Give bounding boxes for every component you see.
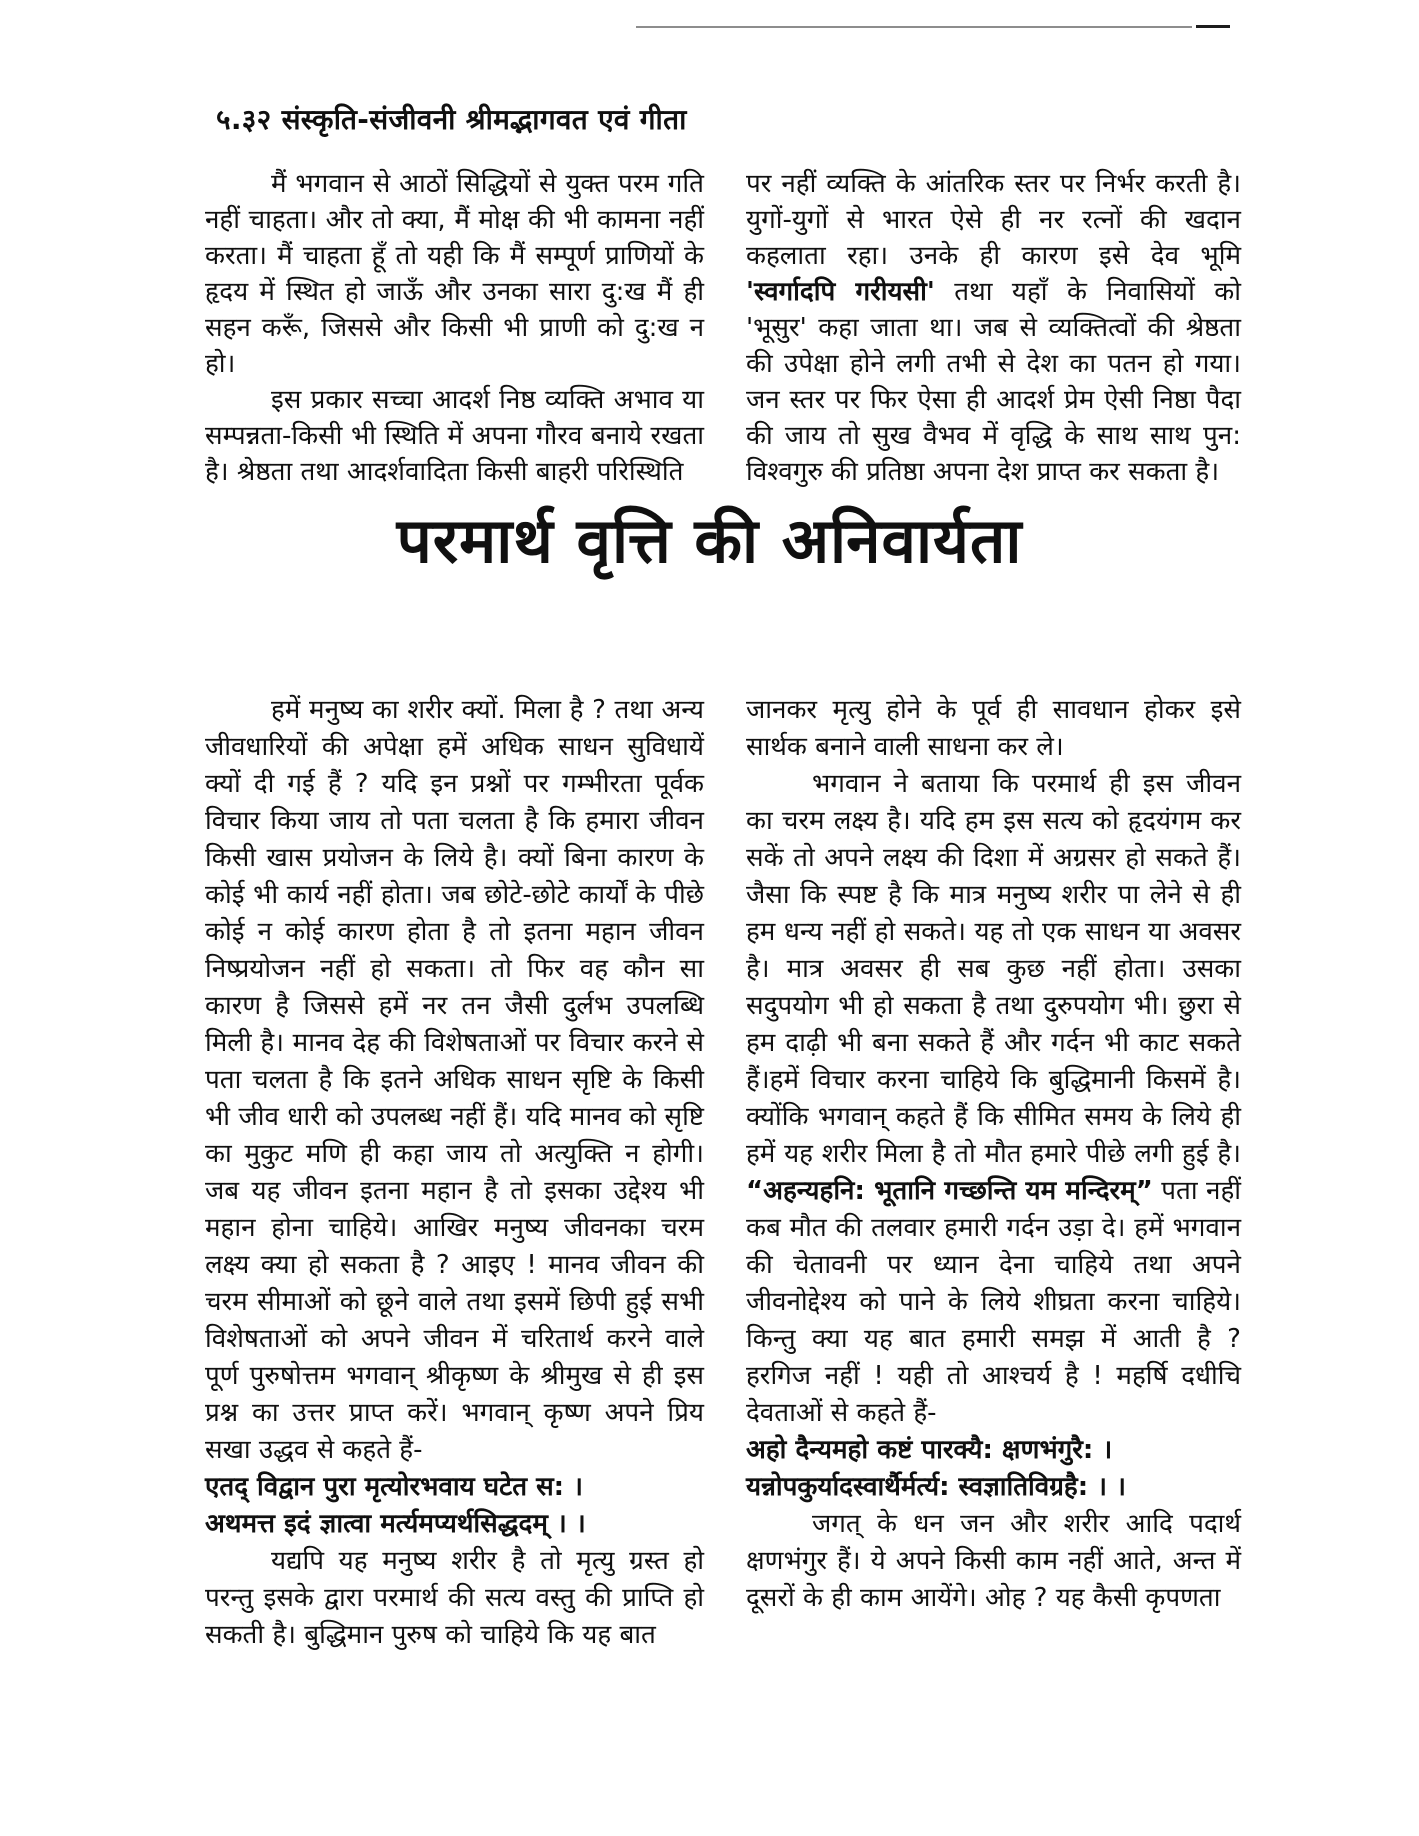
paragraph: मैं भगवान से आठों सिद्धियों से युक्त परम गति नहीं चाहता। और तो क्या, मैं मोक्ष की भी कामना नहीं करता। मैं चाहता हूँ तो यही कि मैं सम्पूर्ण प्राणियों के हृदय में स्थित हो जाऊँ और उनका सारा दु:ख मैं ही सहन करूँ, जिससे और किसी भी प्राणी को दु:ख न हो।	[205, 169, 704, 379]
paragraph	[746, 166, 1241, 490]
paragraph-text: तथा यहाँ के निवासियों को 'भूसुर' कहा जाता था। जब से व्यक्तित्वों की श्रेष्ठता की उपेक्षा होने लगी तभी से देश का पतन हो गया। जन स्तर पर फिर ऐसा ही आदर्श प्रेम ऐसी निष्ठा पैदा की जाय तो सुख वैभव में वृद्धि के साथ साथ पुन: विश्वगुरु की प्रतिष्ठा अपना देश प्राप्त कर सकता है।	[746, 277, 1241, 487]
chapter-title: परमार्थ वृत्ति की अनिवार्यता	[396, 504, 1023, 577]
top-rule-gray	[636, 26, 1192, 28]
shloka-line: एतद् विद्वान पुरा मृत्योरभवाय घटेत स: ।	[205, 1472, 583, 1502]
article-right-column	[746, 692, 1241, 1654]
paragraph: जानकर मृत्यु होने के पूर्व ही सावधान होकर इसे सार्थक बनाने वाली साधना कर ले।	[746, 695, 1241, 762]
intro-left-column	[205, 166, 704, 490]
paragraph: इस प्रकार सच्चा आदर्श निष्ठ व्यक्ति अभाव या सम्पन्नता-किसी भी स्थिति में अपना गौरव बनाये रखता है। श्रेष्ठता तथा आदर्शवादिता किसी बाहरी परिस्थिति	[205, 385, 704, 487]
paragraph: हमें मनुष्य का शरीर क्यों. मिला है ? तथा अन्य जीवधारियों की अपेक्षा हमें अधिक साधन सुविधायें क्यों दी गई हैं ? यदि इन प्रश्नों पर गम्भीरता पूर्वक विचार किया जाय तो पता चलता है कि हमारा जीवन किसी खास प्रयोजन के लिये है। क्यों बिना कारण के कोई भी कार्य नहीं होता। जब छोटे-छोटे कार्यों के पीछे कोई न कोई कारण होता है तो इतना महान जीवन निष्प्रयोजन नहीं हो सकता। तो फिर वह कौन सा कारण है जिससे हमें नर तन जैसी दुर्लभ उपलब्धि मिली है। मानव देह की विशेषताओं पर विचार करने से पता चलता है कि इतने अधिक साधन सृष्टि के किसी भी जीव धारी को उपलब्ध नहीं हैं। यदि मानव को सृष्टि का मुकुट मणि ही कहा जाय तो अत्युक्ति न होगी। जब यह जीवन इतना महान है तो इसका उद्देश्य भी महान होना चाहिये। आखिर मनुष्य जीवनका चरम लक्ष्य क्या हो सकता है ? आइए ! मानव जीवन की चरम सीमाओं को छूने वाले तथा इसमें छिपी हुई सभी विशेषताओं को अपने जीवन में चरितार्थ करने वाले पूर्ण पुरुषोत्तम भगवान् श्रीकृष्ण के श्रीमुख से ही इस प्रश्न का उत्तर प्राप्त करें। भगवान् कृष्ण अपने प्रिय सखा उद्धव से कहते हैं-	[205, 695, 704, 1465]
paragraph	[746, 766, 1241, 1432]
running-header: ५.३२ संस्कृति-संजीवनी श्रीमद्भागवत एवं गीता	[216, 103, 687, 136]
paragraph-text: पता नहीं कब मौत की तलवार हमारी गर्दन उड़ा दे। हमें भगवान की चेतावनी पर ध्यान देना चाहिये तथा अपने जीवनोद्देश्य को पाने के लिये शीघ्रता करना चाहिये। किन्तु क्या यह बात हमारी समझ में आती है ? हरगिज नहीं ! यही तो आश्चर्य है ! महर्षि दधीचि देवताओं से कहते हैं-	[746, 1176, 1241, 1428]
paragraph: जगत् के धन जन और शरीर आदि पदार्थ क्षणभंगुर हैं। ये अपने किसी काम नहीं आते, अन्त में दूसरों के ही काम आयेंगे। ओह ? यह कैसी कृपणता	[746, 1509, 1241, 1613]
intro-section	[205, 166, 1241, 490]
shloka-line: अथमत्त इदं ज्ञात्वा मर्त्यमप्यर्थसिद्धदम् । ।	[205, 1509, 586, 1539]
paragraph-text: भगवान ने बताया कि परमार्थ ही इस जीवन का चरम लक्ष्य है। यदि हम इस सत्य को हृदयंगम कर सकें तो अपने लक्ष्य की दिशा में अग्रसर हो सकते हैं। जैसा कि स्पष्ट है कि मात्र मनुष्य शरीर पा लेने से ही हम धन्य नहीं हो सकते। यह तो एक साधन या अवसर है। मात्र अवसर ही सब कुछ नहीं होता। उसका सदुपयोग भी हो सकता है तथा दुरुपयोग भी। छुरा से हम दाढ़ी भी बना सकते हैं और गर्दन भी काट सकते हैं।हमें विचार करना चाहिये कि बुद्धिमानी किसमें है। क्योंकि भगवान् कहते हैं कि सीमित समय के लिये ही हमें यह शरीर मिला है तो मौत हमारे पीछे लगी हुई है।	[746, 769, 1241, 1169]
paragraph-text: पर नहीं व्यक्ति के आंतरिक स्तर पर निर्भर करती है। युगों-युगों से भारत ऐसे ही नर रत्नों की खदान कहलाता रहा। उनके ही कारण इसे देव भूमि	[746, 169, 1241, 271]
top-rule-black-dash	[1196, 25, 1230, 28]
emphasis-quote: “अहन्यहनि: भूतानि गच्छन्ति यम मन्दिरम्”	[746, 1176, 1153, 1206]
shloka-line: अहो दैन्यमहो कष्टं पारक्यै: क्षणभंगुरै: ।	[746, 1435, 1113, 1465]
article-left-column	[205, 692, 704, 1654]
article-section	[205, 692, 1241, 1654]
paragraph: यद्यपि यह मनुष्य शरीर है तो मृत्यु ग्रस्त हो परन्तु इसके द्वारा परमार्थ की सत्य वस्तु की प्राप्ति हो सकती है। बुद्धिमान पुरुष को चाहिये कि यह बात	[205, 1546, 704, 1650]
shloka-line: यन्नोपकुर्यादस्वार्थैर्मर्त्य: स्वज्ञातिविग्रहै: । ।	[746, 1472, 1126, 1502]
emphasis-quote: 'स्वर्गादपि गरीयसी'	[746, 277, 935, 307]
intro-right-column	[746, 166, 1241, 490]
